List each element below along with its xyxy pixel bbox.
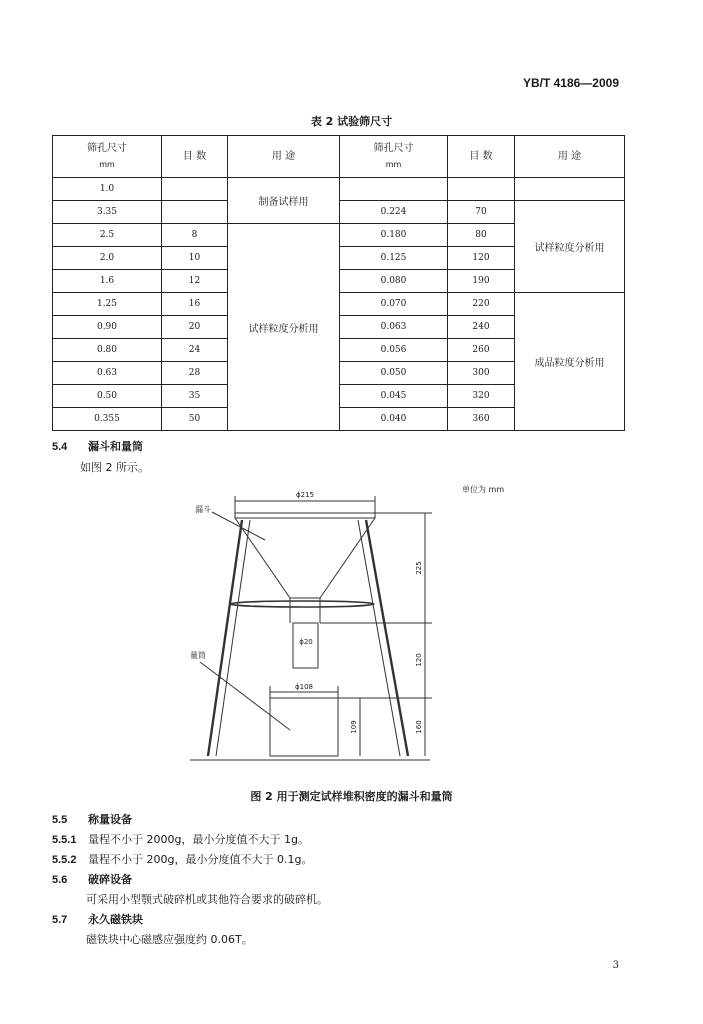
section-5-7-heading: 5.7 永久磁铁块 <box>52 913 143 926</box>
mesh-cell <box>162 178 228 201</box>
unit-note: 单位为 mm <box>462 485 505 494</box>
size-cell: 0.50 <box>53 385 162 408</box>
section-5-7-text: 磁铁块中心磁感应强度约 0.06T。 <box>86 933 253 946</box>
funnel-label: 漏斗 <box>195 505 211 514</box>
header-use-left: 用 途 <box>228 136 340 178</box>
funnel-cylinder-figure <box>170 480 550 780</box>
mesh-cell: 16 <box>162 293 228 316</box>
section-5-4-heading: 5.4 漏斗和量筒 <box>52 440 143 453</box>
size-cell: 0.180 <box>340 224 448 247</box>
sieve-size-table <box>52 135 625 431</box>
mesh-cell: 50 <box>162 408 228 431</box>
dim-outlet-diameter: ϕ20 <box>299 638 313 646</box>
use-product-analysis: 成品粒度分析用 <box>515 293 625 431</box>
header-aperture-left: 筛孔尺寸 mm <box>53 136 162 178</box>
size-cell: 0.355 <box>53 408 162 431</box>
mesh-cell: 20 <box>162 316 228 339</box>
size-cell: 0.90 <box>53 316 162 339</box>
mesh-cell: 120 <box>448 247 515 270</box>
table-header-row <box>53 136 625 178</box>
mesh-cell: 12 <box>162 270 228 293</box>
mesh-cell: 80 <box>448 224 515 247</box>
use-size-analysis: 试样粒度分析用 <box>228 224 340 431</box>
funnel-body <box>235 518 375 598</box>
table-caption: 表 2 试验筛尺寸 <box>310 115 393 128</box>
mesh-cell: 35 <box>162 385 228 408</box>
header-use-right: 用 途 <box>515 136 625 178</box>
section-5-6-heading: 5.6 破碎设备 <box>52 873 132 886</box>
mesh-cell <box>162 201 228 224</box>
mesh-cell: 70 <box>448 201 515 224</box>
mesh-cell: 190 <box>448 270 515 293</box>
size-cell: 0.056 <box>340 339 448 362</box>
mesh-cell: 360 <box>448 408 515 431</box>
mesh-cell: 28 <box>162 362 228 385</box>
figure-caption: 图 2 用于测定试样堆积密度的漏斗和量筒 <box>250 790 453 803</box>
mesh-cell: 220 <box>448 293 515 316</box>
size-cell: 0.040 <box>340 408 448 431</box>
size-cell: 0.080 <box>340 270 448 293</box>
dim-height-160: 160 <box>415 720 423 734</box>
mesh-cell <box>448 178 515 201</box>
use-sample-prep: 制备试样用 <box>228 178 340 224</box>
page-number: 3 <box>612 960 619 971</box>
size-cell: 0.224 <box>340 201 448 224</box>
section-5-6-text: 可采用小型颚式破碎机或其他符合要求的破碎机。 <box>86 893 328 906</box>
mesh-cell: 300 <box>448 362 515 385</box>
size-cell: 0.063 <box>340 316 448 339</box>
dim-height-120: 120 <box>415 653 423 667</box>
dim-height-109: 109 <box>350 720 358 734</box>
mesh-cell: 320 <box>448 385 515 408</box>
size-cell: 0.070 <box>340 293 448 316</box>
size-cell: 2.0 <box>53 247 162 270</box>
size-cell <box>340 178 448 201</box>
funnel-leader <box>212 512 265 540</box>
header-mesh-left: 目 数 <box>162 136 228 178</box>
mesh-cell: 24 <box>162 339 228 362</box>
size-cell: 0.045 <box>340 385 448 408</box>
size-cell: 0.125 <box>340 247 448 270</box>
cylinder-label: 量筒 <box>190 651 206 660</box>
table-row <box>53 178 625 201</box>
size-cell: 1.0 <box>53 178 162 201</box>
header-mesh-right: 目 数 <box>448 136 515 178</box>
header-aperture-right: 筛孔尺寸 mm <box>340 136 448 178</box>
stand-ring <box>230 601 374 607</box>
size-cell: 3.35 <box>53 201 162 224</box>
section-5-5-2: 5.5.2 量程不小于 200g，最小分度值不大于 0.1g。 <box>52 853 313 866</box>
stand-leg-right <box>366 520 408 756</box>
measuring-cylinder <box>270 698 338 756</box>
section-5-5-1: 5.5.1 量程不小于 2000g，最小分度值不大于 1g。 <box>52 833 309 846</box>
dim-top-diameter: ϕ215 <box>296 491 314 499</box>
mesh-cell: 260 <box>448 339 515 362</box>
size-cell: 2.5 <box>53 224 162 247</box>
use-size-analysis-right: 试样粒度分析用 <box>515 201 625 293</box>
mesh-cell: 240 <box>448 316 515 339</box>
size-cell: 0.63 <box>53 362 162 385</box>
size-cell: 1.6 <box>53 270 162 293</box>
size-cell: 1.25 <box>53 293 162 316</box>
section-5-5-heading: 5.5 称量设备 <box>52 813 132 826</box>
use-empty <box>515 178 625 201</box>
size-cell: 0.80 <box>53 339 162 362</box>
stand-leg-left <box>208 520 242 756</box>
mesh-cell: 10 <box>162 247 228 270</box>
dim-cylinder-diameter: ϕ108 <box>295 683 313 691</box>
standard-code: YB/T 4186—2009 <box>522 76 619 90</box>
mesh-cell: 8 <box>162 224 228 247</box>
dim-height-225: 225 <box>415 561 423 575</box>
size-cell: 0.050 <box>340 362 448 385</box>
section-5-4-text: 如图 2 所示。 <box>80 461 149 474</box>
